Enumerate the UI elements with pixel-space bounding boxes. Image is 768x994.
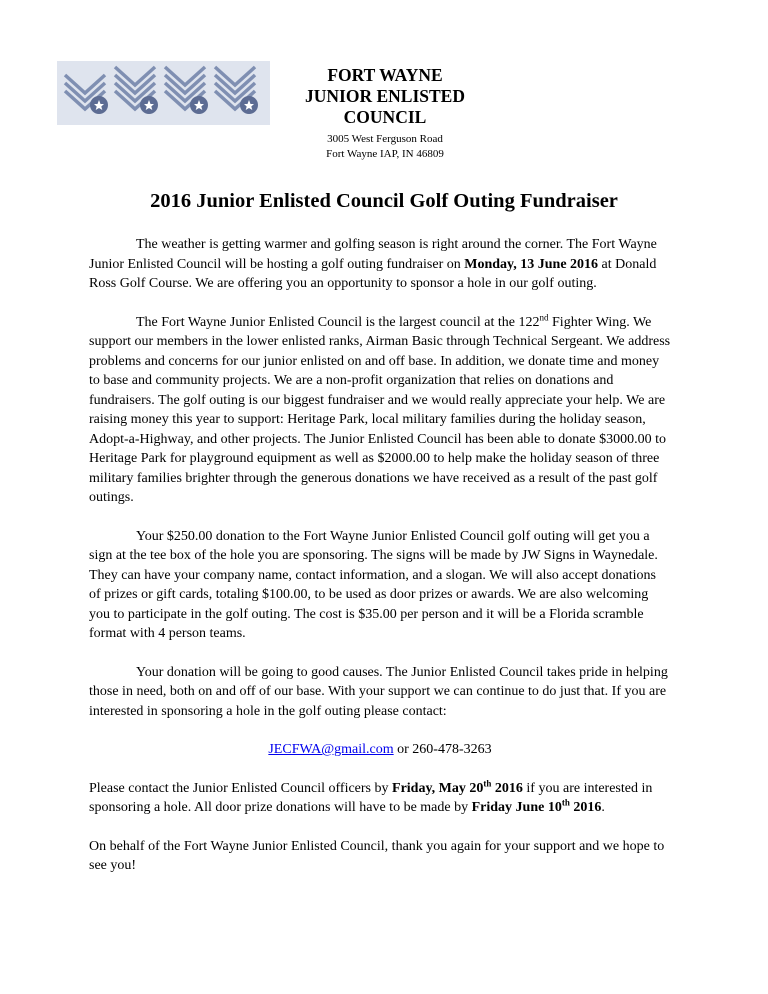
deadlines-text-c: . (601, 800, 605, 815)
prize-deadline-b: 2016 (569, 800, 602, 815)
phone-text: or 260-478-3263 (393, 742, 492, 757)
ordinal-suffix: nd (539, 311, 549, 322)
sponsor-deadline-a: Friday, May 20 (392, 780, 484, 796)
paragraph-causes: Your donation will be going to good causes. The Junior Enlisted Council takes pride in helping those in need, both on and off of our base. With your support we can continue to do just that. If you are interested in sponsoring a hole in the golf outing please contact: (89, 664, 668, 719)
prize-deadline-a: Friday June 10 (471, 800, 562, 815)
about-text-a: The Fort Wayne Junior Enlisted Council is the largest council at the 122 (136, 314, 540, 330)
letter-body (89, 235, 671, 895)
paragraph-deadlines (89, 779, 671, 818)
sponsor-deadline (392, 777, 523, 796)
address-line-1: 3005 West Ferguson Road (327, 133, 443, 145)
org-name-line-2: JUNIOR ENLISTED (305, 86, 465, 106)
deadlines-text-a: Please contact the Junior Enlisted Council officers by (89, 780, 393, 796)
about-text-b: Fighter Wing. We support our members in the lower enlisted ranks, Airman Basic through Technical Sergeant. We address problems and concerns for our junior enlisted on and off base. In addition, we donate time and money to base and community projects. We are a non-profit organization that relies on donations and fundraisers. The golf outing is our biggest fundraiser and we would really appreciate your help. We are raising money this year to support: Heritage Park, local military families during the holiday season, Adopt-a-Highway, and other projects. The Junior Enlisted Council has been able to donate $3000.00 to Heritage Park for playground equipment as well as $2000.00 to help make the holiday season of three military families brighter through the generous donations we have received as a result of the past golf outings. (89, 314, 671, 505)
event-date: Monday, 13 June 2016 (464, 256, 599, 272)
paragraph-sponsorship: Your $250.00 donation to the Fort Wayne Junior Enlisted Council golf outing will get you a sign at the tee box of the hole you are sponsoring. The signs will be made by JW Signs in Waynedale. They can have your company name, contact information, and a slogan. We will also accept donations of prizes or gift cards, totaling $100.00, to be used as door prizes or awards. We are also welcoming you to participate in the golf outing. The cost is $35.00 per person and it will be a Florida scramble format with 4 person teams. (89, 528, 658, 641)
sponsor-deadline-b: 2016 (491, 780, 523, 796)
intro-text-a: The weather is getting warmer and golfing season is right around the corner. The Fort Wayne Junior Enlisted Council will be hosting a golf outing fundraiser on (89, 237, 657, 272)
address-line-2: Fort Wayne IAP, IN 46809 (326, 148, 444, 160)
paragraph-intro (89, 235, 671, 294)
paragraph-about (89, 313, 671, 508)
intro-text-b: at Donald Ross Golf Course. We are offering you an opportunity to sponsor a hole in our golf outing. (89, 256, 657, 291)
page-title: 2016 Junior Enlisted Council Golf Outing Fundraiser (150, 190, 618, 212)
contact-line (89, 740, 671, 760)
paragraph-closing: On behalf of the Fort Wayne Junior Enlisted Council, thank you again for your support and we hope to see you! (89, 838, 665, 873)
prize-deadline (471, 797, 602, 815)
org-name-line-1: FORT WAYNE (327, 65, 443, 85)
email-link[interactable]: JECFWA@gmail.com (268, 742, 394, 757)
ordinal-suffix: th (561, 797, 570, 808)
airman-stripes-logo (57, 61, 270, 125)
org-name-line-3: COUNCIL (343, 107, 427, 127)
deadlines-text-b: if you are interested in sponsoring a hole. All door prize donations will have to be made by (89, 780, 653, 815)
org-header (280, 65, 490, 162)
ordinal-suffix: th (483, 777, 492, 788)
